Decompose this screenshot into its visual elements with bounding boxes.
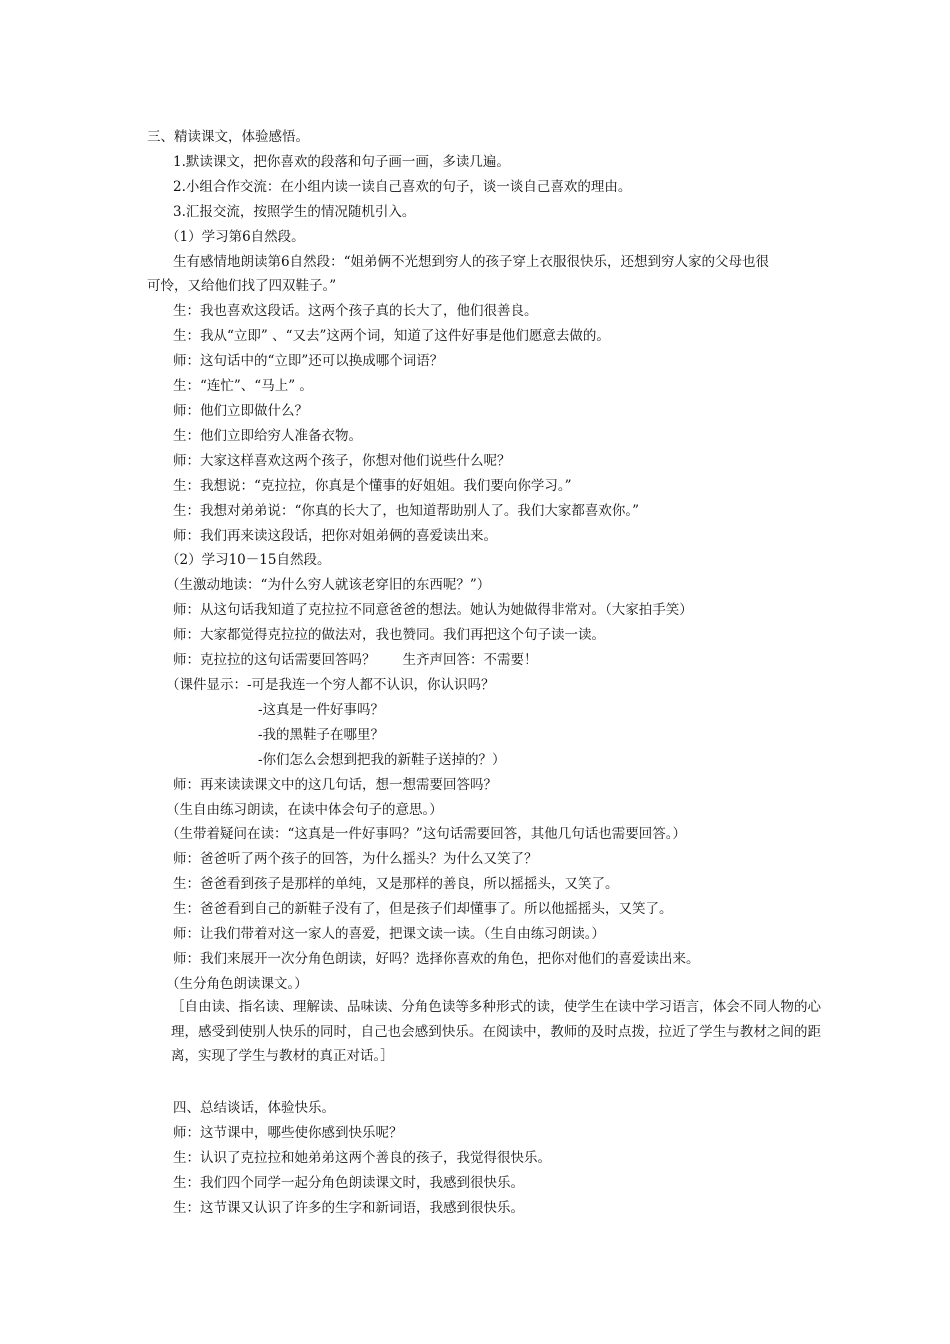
dialogue-line: 师：我们来展开一次分角色朗读，好吗？选择你喜欢的角色，把你对他们的喜爱读出来。 xyxy=(173,951,700,967)
dialogue-line: 师：这句话中的“立即”还可以换成哪个词语？ xyxy=(173,353,444,369)
dialogue-line: （生带着疑问在读：“这真是一件好事吗？”这句话需要回答，其他几句话也需要回答。） xyxy=(166,826,687,842)
dialogue-line: 生：“连忙”、“马上” 。 xyxy=(173,378,313,394)
dialogue-line: （生自由练习朗读，在读中体会句子的意思。） xyxy=(166,802,443,818)
paragraph: 2.小组合作交流：在小组内读一读自己喜欢的句子，谈一谈自己喜欢的理由。 xyxy=(173,179,632,195)
teaching-commentary: ［自由读、指名读、理解读、品味读、分角色读等多种形式的读，使学生在读中学习语言，体会不同人物的心理，感受到使别人快乐的同时，自己也会感到快乐。在阅读中，教师的及时点拨，拉近了学生与教材之间的距离，实现了学生与教材的真正对话。］ xyxy=(171,999,821,1064)
dialogue-line: 生：爸爸看到孩子是那样的单纯，又是那样的善良，所以摇摇头，又笑了。 xyxy=(173,876,619,892)
dialogue-line: 师：他们立即做什么？ xyxy=(173,403,308,419)
subsection-heading: （1）学习第6自然段。 xyxy=(166,229,305,245)
dialogue-line: 师：让我们带着对这一家人的喜爱，把课文读一读。（生自由练习朗读。） xyxy=(173,926,605,942)
dialogue-line: 生：他们立即给穷人准备衣物。 xyxy=(173,428,362,444)
paragraph-continuation: 可怜，又给他们找了四双鞋子。” xyxy=(147,278,337,294)
subsection-heading: （2）学习10－15自然段。 xyxy=(166,552,331,568)
dialogue-line: 师：大家都觉得克拉拉的做法对，我也赞同。我们再把这个句子读一读。 xyxy=(173,627,605,643)
dialogue-line: 师：这节课中，哪些使你感到快乐呢？ xyxy=(173,1125,403,1141)
dialogue-line: 师：爸爸听了两个孩子的回答，为什么摇头？为什么又笑了？ xyxy=(173,851,538,867)
dialogue-line: 师：从这句话我知道了克拉拉不同意爸爸的想法。她认为她做得非常对。（大家拍手笑） xyxy=(173,602,693,618)
dialogue-line: 生：我们四个同学一起分角色朗读课文时，我感到很快乐。 xyxy=(173,1175,524,1191)
dialogue-line: 生：我想说：“克拉拉，你真是个懂事的好姐姐。我们要向你学习。” xyxy=(173,478,572,494)
dialogue-line: 师：克拉拉的这句话需要回答吗？ 生齐声回答：不需要！ xyxy=(173,652,538,668)
dialogue-line: （生分角色朗读课文。） xyxy=(166,976,308,992)
dialogue-line: 生：爸爸看到自己的新鞋子没有了，但是孩子们却懂事了。所以他摇摇头，又笑了。 xyxy=(173,901,673,917)
section-heading-4: 四、总结谈话，体验快乐。 xyxy=(173,1100,335,1116)
dialogue-line: 师：我们再来读这段话，把你对姐弟俩的喜爱读出来。 xyxy=(173,528,497,544)
courseware-item: -我的黑鞋子在哪里？ xyxy=(258,727,385,743)
dialogue-line: 生：认识了克拉拉和她弟弟这两个善良的孩子，我觉得很快乐。 xyxy=(173,1150,551,1166)
paragraph: 生有感情地朗读第6自然段：“姐弟俩不光想到穷人的孩子穿上衣服很快乐，还想到穷人家的父母也很 xyxy=(173,254,769,270)
dialogue-line: 生：我也喜欢这段话。这两个孩子真的长大了，他们很善良。 xyxy=(173,303,538,319)
courseware-item: -这真是一件好事吗？ xyxy=(258,702,385,718)
dialogue-line: 师：再来读读课文中的这几句话，想一想需要回答吗？ xyxy=(173,777,497,793)
section-heading-3: 三、精读课文，体验感悟。 xyxy=(147,129,309,145)
dialogue-line: 生：我想对弟弟说：“你真的长大了，也知道帮助别人了。我们大家都喜欢你。” xyxy=(173,503,640,519)
dialogue-line: 生：这节课又认识了许多的生字和新词语，我感到很快乐。 xyxy=(173,1200,524,1216)
courseware-item: -你们怎么会想到把我的新鞋子送掉的？） xyxy=(258,752,506,768)
courseware-display: （课件显示：-可是我连一个穷人都不认识，你认识吗？ xyxy=(166,677,495,693)
dialogue-line: 生：我从“立即” 、“又去”这两个词，知道了这件好事是他们愿意去做的。 xyxy=(173,328,610,344)
dialogue-line: （生激动地读：“为什么穷人就该老穿旧的东西呢？”） xyxy=(166,577,491,593)
paragraph: 3.汇报交流，按照学生的情况随机引入。 xyxy=(173,204,416,220)
paragraph: 1.默读课文，把你喜欢的段落和句子画一画，多读几遍。 xyxy=(173,154,510,170)
dialogue-line: 师：大家这样喜欢这两个孩子，你想对他们说些什么呢？ xyxy=(173,453,511,469)
